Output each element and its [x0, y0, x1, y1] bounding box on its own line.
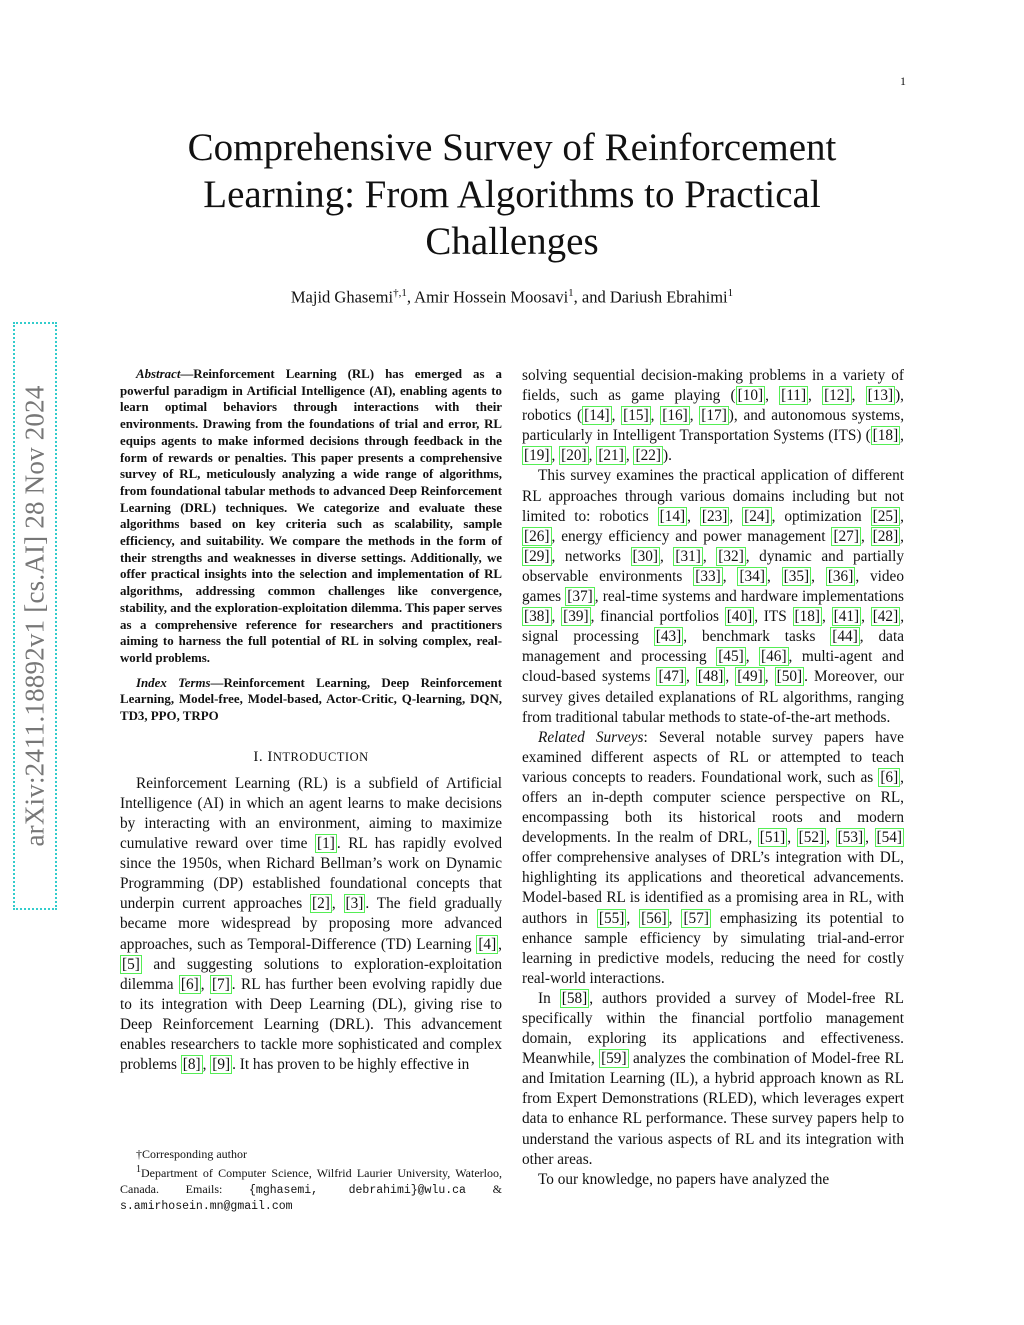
text-run: , [551, 608, 562, 626]
index-terms-dash: — [210, 675, 224, 690]
left-column [120, 366, 502, 1075]
text-run: , [200, 975, 210, 993]
text-run: , networks [551, 547, 631, 565]
citation-link[interactable]: [15] [623, 407, 649, 425]
paper-title: Comprehensive Survey of Reinforcement Learning: From Algorithms to Practical Challenges [187, 126, 837, 263]
citation-link[interactable]: [51] [759, 829, 786, 847]
text-run: . Moreover, our survey gives detailed explanations of RL algorithms, ranging from traditional tabular methods to state-of-the-art methods. [522, 668, 904, 726]
text-run: , [861, 608, 871, 626]
citation-link[interactable]: [50] [776, 668, 803, 686]
text-run: , [900, 527, 904, 545]
text-run: , [551, 447, 560, 465]
body-paragraph [522, 989, 904, 1170]
author-list [160, 287, 864, 308]
body-paragraph: To our knowledge, no papers have analyzed the [538, 1170, 830, 1188]
body-paragraph [522, 366, 904, 466]
footnote-mark: 1 [136, 1164, 141, 1176]
citation-link[interactable]: [6] [180, 975, 199, 993]
author-affiliation: 1 [727, 287, 734, 299]
citation-link[interactable]: [29] [524, 547, 550, 565]
text-run: and suggesting solutions to exploration-exploitation dilemma [120, 955, 502, 993]
author-affiliation: 1 [568, 287, 574, 299]
citation-link[interactable]: [44] [832, 628, 858, 646]
section-title-rest: NTRODUCTION [272, 749, 369, 764]
text-run: , data management and processing [522, 628, 904, 666]
citation-link[interactable]: [31] [675, 547, 701, 565]
text-run: , [660, 547, 674, 565]
text-run: , authors provided a survey of Model-free RL specifically within the financial portfolio management domain, exploring its applications and effectiveness. Meanwhile, [522, 989, 904, 1068]
citation-link[interactable]: [49] [737, 668, 763, 686]
text-run: . The field gradually became more widespread by proposing more advanced approaches, such as Temporal-Difference (TD) Learning [120, 895, 502, 953]
citation-link[interactable]: [48] [697, 668, 724, 686]
section-heading-introduction [120, 749, 502, 766]
text-run: : Several notable survey papers have examined different aspects of RL or attempted to teach various concepts to readers. Foundational work, such as [522, 728, 904, 786]
citation-link[interactable]: [53] [837, 829, 864, 847]
text-run: , [865, 829, 875, 847]
citation-link[interactable]: [14] [659, 507, 686, 525]
text-run: , real-time systems and hardware implementations [594, 588, 904, 606]
citation-link[interactable]: [32] [718, 547, 744, 565]
text-run: , [765, 387, 780, 405]
text-run: , [668, 909, 682, 927]
citation-link[interactable]: [57] [683, 909, 709, 927]
text-run: , [702, 547, 717, 565]
citation-link[interactable]: [26] [524, 527, 550, 545]
citation-link[interactable]: [42] [872, 608, 899, 626]
text-run: emphasizing its potential to enhance sample efficiency by simulating trial-and-error learning in predictive models, reducing the need for costly real-world interactions. [522, 909, 904, 987]
citation-link[interactable]: [36] [827, 567, 854, 585]
text-run: ), and autonomous systems, particularly in Intelligent Transportation Systems (ITS) ( [522, 407, 905, 445]
abstract-text: Reinforcement Learning (RL) has emerged as a powerful paradigm in Artificial Intelligence (AI), enabling agents to learn optimal behaviors through interactions with their environments. Drawing from the foundations of trial and error, RL equips agents to make informed decisions through feedback in the form of rewards or penalties. This paper presents a comprehensive survey of RL, meticulously analyzing a wide range of algorithms, from foundational tabular methods to advanced Deep Reinforcement Learning (DRL) techniques. We categorize and evaluate these algorithms based on key criteria such as scalability, sample efficiency, and suitability. We compare the methods in the form of their strengths and weaknesses in diverse settings. Additionally, we offer practical insights into the selection and implementation of RL algorithms, addressing common challenges like convergence, stability, and the exploration-exploitation dilemma. This paper serves as a comprehensive reference for researchers and practitioners aiming to harness the full potential of RL in solving complex, real-world problems. [120, 367, 502, 665]
citation-link[interactable]: [3] [345, 895, 364, 913]
author-name: Amir Hossein Moosavi [414, 287, 569, 307]
related-surveys-label: Related Surveys [538, 728, 644, 746]
citation-link[interactable]: [34] [739, 567, 765, 585]
text-run: , [611, 407, 622, 425]
citation-link[interactable]: [33] [695, 567, 721, 585]
text-run: , [625, 447, 634, 465]
text-run: , [498, 935, 502, 953]
citation-link[interactable]: [38] [524, 608, 550, 626]
text-run: , [331, 895, 344, 913]
text-run: , [650, 407, 661, 425]
citation-link[interactable]: [27] [833, 527, 859, 545]
citation-link[interactable]: [5] [122, 955, 140, 973]
text-run: , energy efficiency and power management [551, 527, 832, 545]
text-run: , [689, 407, 700, 425]
citation-link[interactable]: [7] [211, 975, 230, 993]
citation-link[interactable]: [55] [598, 909, 625, 927]
citation-link[interactable]: [10] [737, 387, 764, 405]
text-run: , benchmark tasks [683, 628, 831, 646]
text-run: , optimization [771, 507, 871, 525]
citation-link[interactable]: [21] [598, 447, 624, 465]
index-terms [120, 675, 502, 725]
text-run: , financial portfolios [590, 608, 725, 626]
section-title-first: I [267, 748, 273, 765]
page-number: 1 [900, 74, 906, 88]
text-run: , signal processing [522, 608, 905, 646]
footnote-amp: & [465, 1181, 502, 1196]
text-run: , [900, 427, 904, 445]
citation-link[interactable]: [20] [561, 447, 587, 465]
citation-link[interactable]: [14] [584, 407, 610, 425]
email-link[interactable]: {mghasemi, debrahimi}@wlu.ca [249, 1183, 466, 1197]
text-run: , [764, 668, 775, 686]
citation-link[interactable]: [17] [701, 407, 727, 425]
author-separator: , [406, 287, 415, 307]
related-surveys-text [522, 729, 904, 987]
author-affiliation: †,1 [393, 287, 407, 299]
citation-link[interactable]: [58] [561, 989, 588, 1007]
text-run: , ITS [754, 608, 793, 626]
text-run: , multi-agent and cloud-based systems [522, 648, 904, 686]
footnote-corresponding: †Corresponding author [136, 1147, 247, 1161]
citation-link[interactable]: [43] [655, 628, 682, 646]
citation-link[interactable]: [4] [478, 935, 497, 953]
citation-link[interactable]: [35] [783, 567, 810, 585]
citation-link[interactable]: [23] [701, 507, 728, 525]
index-terms-text: Reinforcement Learning, Deep Reinforcement Learning, Model-free, Model-based, Actor-Critic, Q-learning, DQN, TD3, PPO, TRPO [120, 675, 502, 724]
author-name: Dariush Ebrahimi [609, 287, 728, 307]
text-run: , [685, 668, 696, 686]
author-name: Majid Ghasemi [290, 287, 394, 307]
citation-link[interactable]: [6] [880, 768, 899, 786]
text-run: offer comprehensive analyses of DRL’s integration with DL, highlighting its applications and theoretical advancements. Model-based RL is identified as a promising area in RL, with authors in [522, 849, 904, 927]
text-run: , video games [522, 567, 904, 606]
citation-link[interactable]: [22] [635, 447, 661, 465]
right-column [522, 366, 904, 1190]
text-run: , [808, 387, 823, 405]
email-link[interactable]: s.amirhosein.mn@gmail.com [120, 1199, 293, 1213]
citation-link[interactable]: [8] [182, 1056, 201, 1074]
text-run: This survey examines the practical application of different RL approaches through various domains including but not limited to: robotics [522, 467, 904, 525]
abstract-dash: — [180, 367, 194, 381]
citation-link[interactable]: [56] [641, 909, 667, 927]
text-run: , [822, 608, 832, 626]
index-terms-label: Index Terms [136, 675, 211, 690]
text-run: , [851, 387, 866, 405]
arxiv-id: arXiv:2411.18892v1 [cs.AI] 28 Nov 2024 [19, 385, 50, 847]
citation-link[interactable]: [11] [781, 387, 807, 405]
citation-link[interactable]: [9] [212, 1056, 231, 1074]
citation-link[interactable]: [18] [872, 427, 899, 445]
footnote-text: Department of Computer Science, Wilfrid Laurier University, Waterloo, Canada. Emails: [120, 1166, 502, 1196]
text-run: , [725, 668, 736, 686]
text-run: , [787, 829, 797, 847]
citation-link[interactable]: [30] [632, 547, 659, 565]
text-run: , [900, 507, 904, 525]
citation-link[interactable]: [25] [872, 507, 899, 525]
arxiv-stamp [13, 322, 57, 910]
text-run: , [588, 447, 597, 465]
citation-link[interactable]: [45] [718, 648, 744, 666]
citation-link[interactable]: [1] [317, 835, 335, 853]
text-run: , dynamic and partially observable environments [522, 547, 905, 585]
citation-link[interactable]: [46] [761, 648, 787, 666]
citation-link[interactable]: [47] [658, 668, 684, 686]
text-run: ), robotics ( [522, 387, 904, 425]
text-run: . It has proven to be highly effective in [232, 1056, 470, 1074]
text-run: , [626, 909, 640, 927]
text-run: , [766, 567, 782, 585]
abstract-label: Abstract [136, 367, 181, 381]
citation-link[interactable]: [18] [794, 608, 820, 626]
text-run: , [745, 648, 760, 666]
citation-link[interactable]: [39] [563, 608, 589, 626]
text-run: , [826, 829, 836, 847]
footnotes [120, 1147, 502, 1214]
citation-link[interactable]: [59] [601, 1050, 627, 1068]
text-run: . RL has further been evolving rapidly due to its integration with Deep Learning (DL), giving rise to Deep Reinforcement Learning (DRL). This advancement enables researchers to tackle more sophisticated and complex problems [120, 975, 503, 1074]
citation-link[interactable]: [54] [876, 829, 902, 847]
citation-link[interactable]: [2] [312, 895, 330, 913]
text-run: , offers an in-depth computer science perspective on RL, encompassing both its historical roots and modern developments. In the realm of DRL, [522, 768, 904, 847]
related-surveys-paragraph [522, 728, 904, 989]
text-run: ). [662, 447, 672, 465]
abstract [120, 366, 502, 667]
citation-link[interactable]: [52] [798, 829, 825, 847]
text-run: . RL has rapidly evolved since the 1950s, when Richard Bellman’s work on Dynamic Programming (DP) established foundational concepts that underpin current approaches [120, 835, 502, 913]
text-run: analyzes the combination of Model-free RL and Imitation Learning (IL), a hybrid approach known as RL from Expert Demonstrations (RLED), which leverages expert data to enhance RL performance. These survey papers help to understand the various aspects of RL and its integration with other areas. [522, 1050, 904, 1168]
body-paragraph [522, 466, 904, 727]
citation-link[interactable]: [19] [524, 447, 550, 465]
text-run: Reinforcement Learning (RL) is a subfield of Artificial Intelligence (AI) in which an agent learns to make decisions by interacting with an environment, aiming to maximize cumulative reward over time [120, 774, 502, 853]
citation-link[interactable]: [41] [833, 608, 860, 626]
citation-link[interactable]: [28] [872, 527, 899, 545]
citation-link[interactable]: [13] [867, 387, 894, 405]
text-run: , [687, 507, 700, 525]
section-numeral: I. [253, 748, 268, 765]
text-run: , [202, 1056, 211, 1074]
intro-paragraph [120, 774, 502, 1075]
text-run: , [722, 567, 738, 585]
text-run: , [729, 507, 743, 525]
footnote-affiliation [120, 1162, 502, 1214]
citation-link[interactable]: [24] [744, 507, 770, 525]
text-run: , [811, 567, 826, 585]
citation-link[interactable]: [40] [726, 608, 753, 626]
text-run: In [538, 989, 560, 1007]
citation-link[interactable]: [16] [662, 407, 688, 425]
citation-link[interactable]: [12] [824, 387, 850, 405]
author-separator: , and [573, 287, 610, 307]
text-run: , [860, 527, 871, 545]
text-run: solving sequential decision-making problems in a variety of fields, such as game playing ( [522, 367, 904, 405]
citation-link[interactable]: [37] [567, 588, 593, 606]
